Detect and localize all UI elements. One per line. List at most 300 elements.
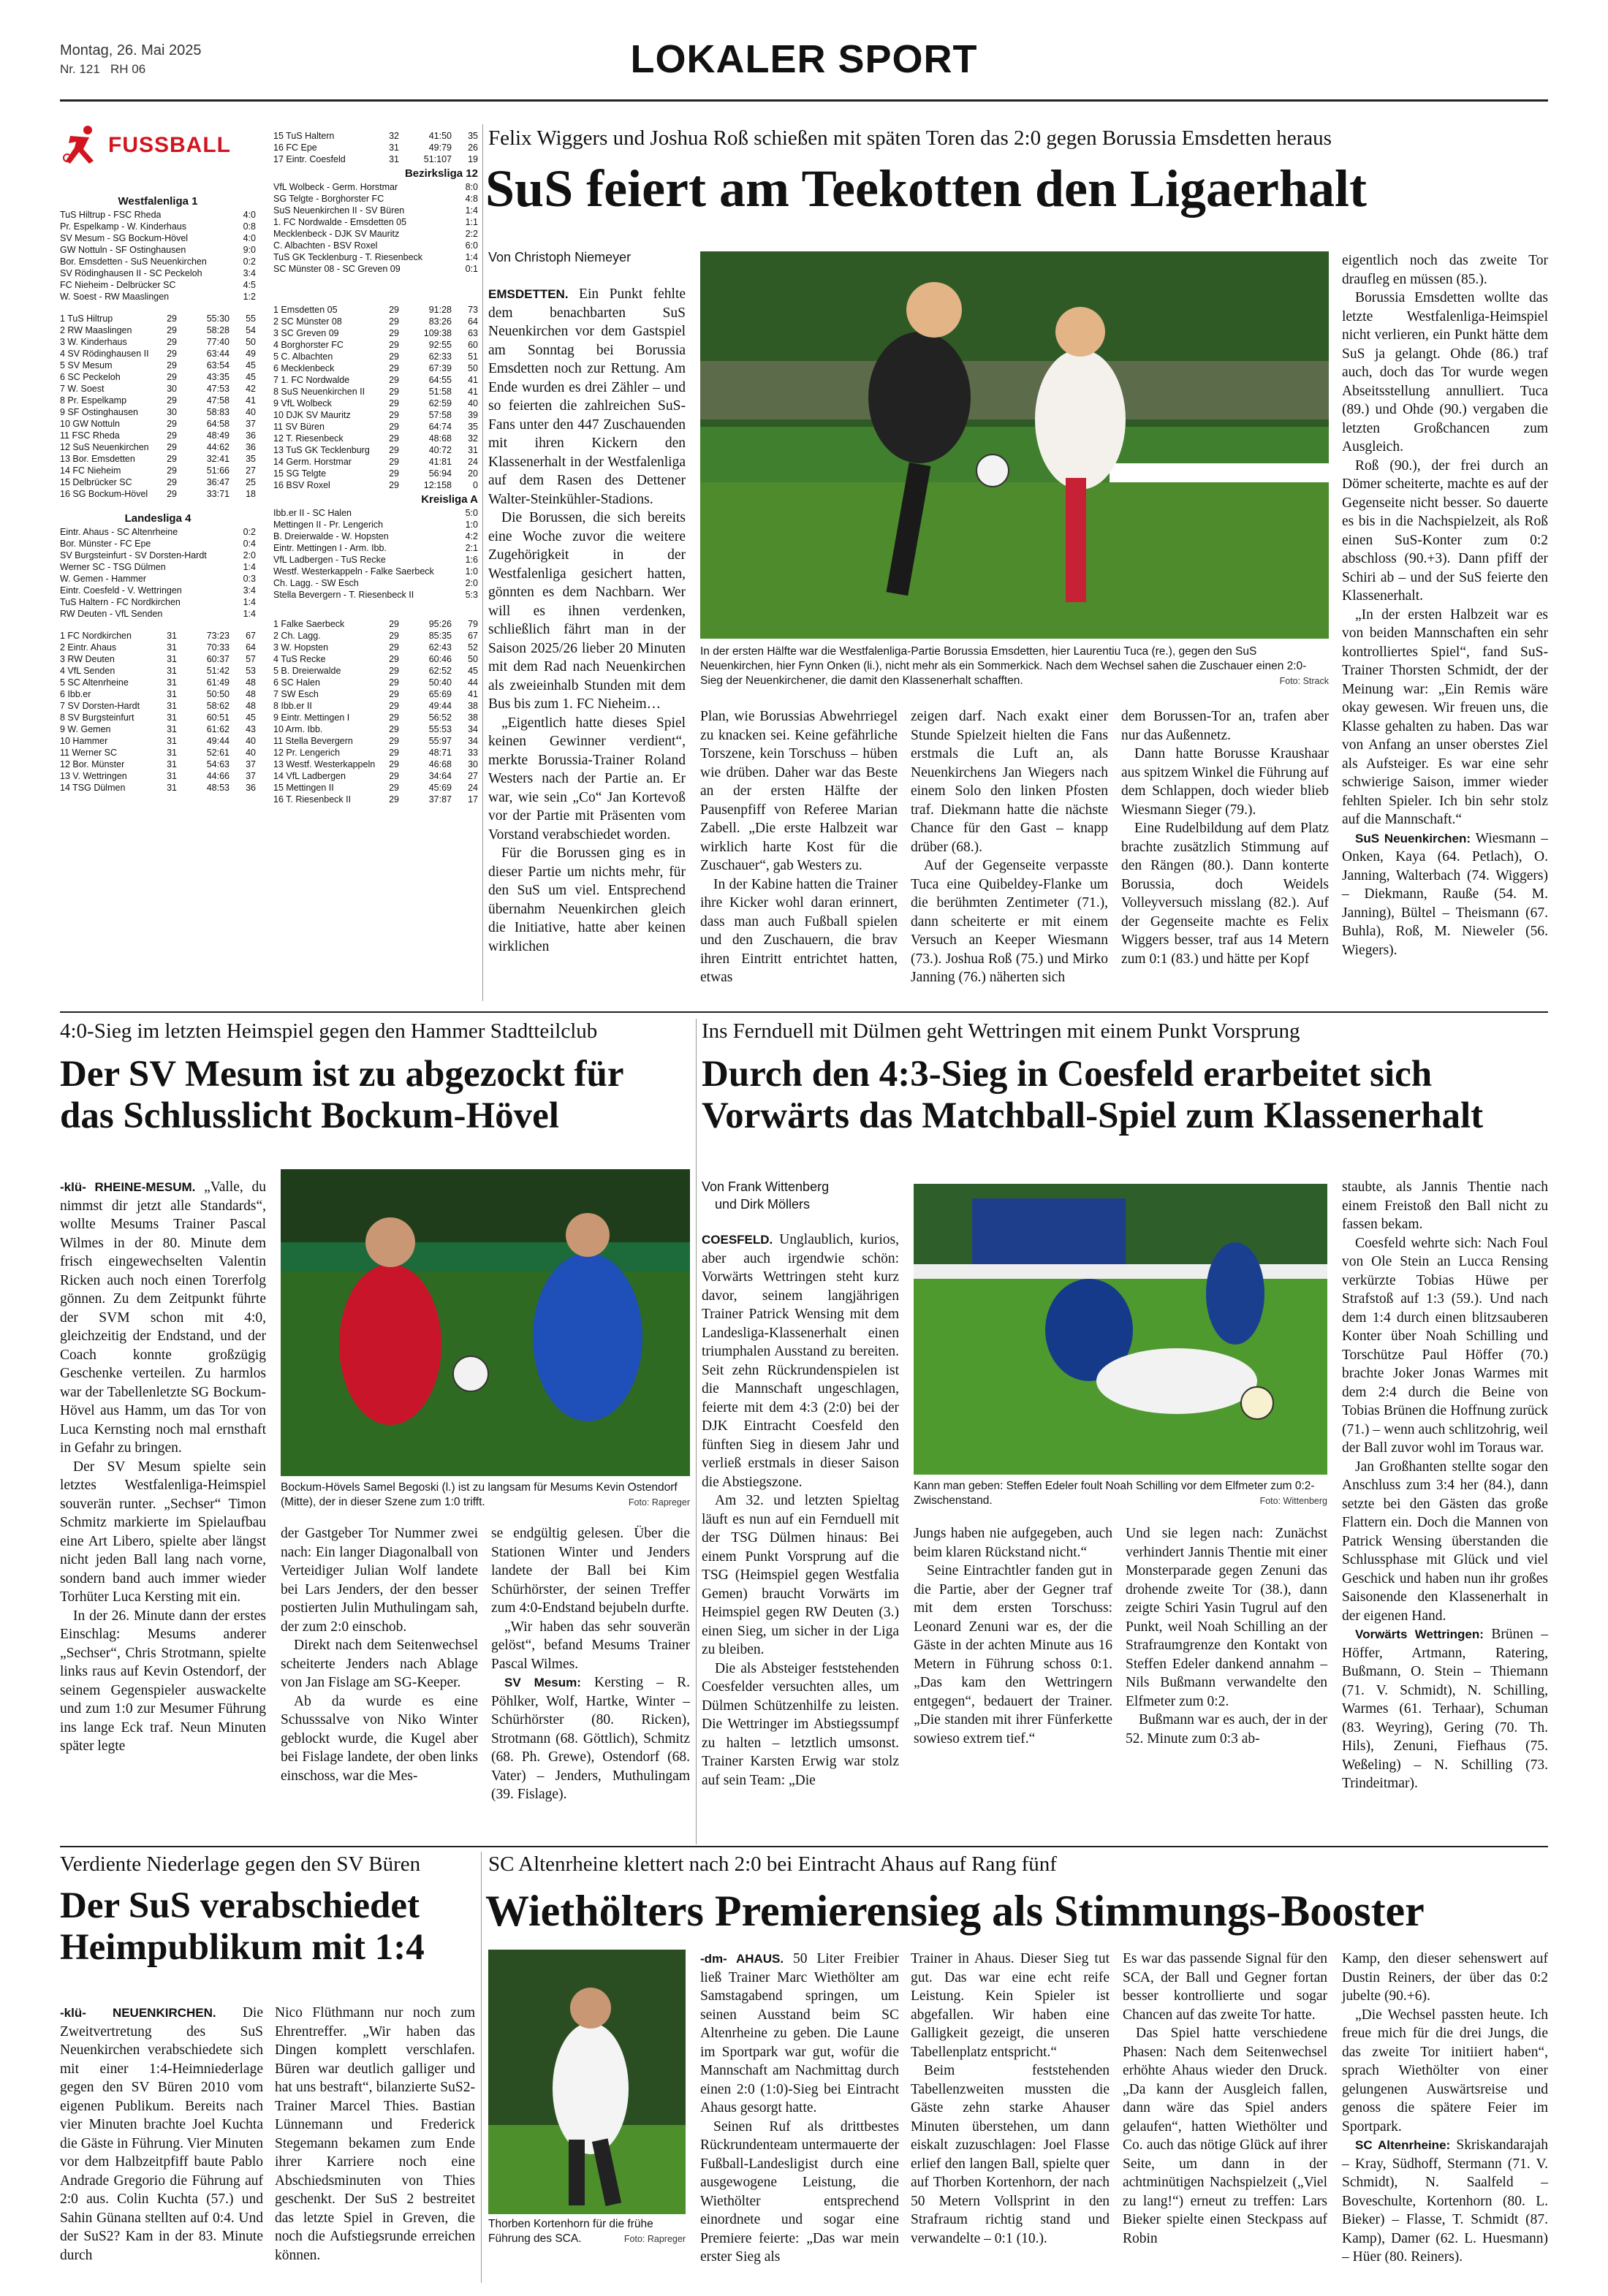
match-score: 1:0 bbox=[465, 520, 478, 530]
goal-ratio: 45:69 bbox=[428, 783, 452, 793]
points: 41 bbox=[468, 689, 478, 699]
match-score: 4:5 bbox=[243, 280, 256, 290]
table-row bbox=[273, 770, 478, 782]
points: 48 bbox=[246, 689, 256, 699]
goal-ratio: 60:51 bbox=[206, 712, 230, 723]
fussball-label: FUSSBALL bbox=[108, 133, 231, 157]
match-score: 1:4 bbox=[243, 609, 256, 619]
points: 49 bbox=[246, 349, 256, 359]
match-pairing: Mecklenbeck - DJK SV Mauritz bbox=[273, 229, 400, 239]
games-played: 29 bbox=[389, 480, 399, 490]
match-pairing: TuS GK Tecklenburg - T. Riesenbeck bbox=[273, 252, 423, 262]
match-score: 1:0 bbox=[465, 566, 478, 577]
team-name: 5 SV Mesum bbox=[60, 360, 113, 370]
team-name: 3 SC Greven 09 bbox=[273, 328, 339, 338]
goal-ratio: 57:58 bbox=[428, 410, 452, 420]
team-name: 4 SV Rödinghausen II bbox=[60, 349, 149, 359]
team-name: 12 Pr. Lengerich bbox=[273, 748, 341, 758]
team-name: 3 W. Kinderhaus bbox=[60, 337, 127, 347]
points: 60 bbox=[468, 340, 478, 350]
result-row bbox=[60, 526, 256, 538]
sus-kicker: Verdiente Niederlage gegen den SV Büren bbox=[60, 1852, 421, 1876]
table-row bbox=[60, 712, 256, 723]
goal-ratio: 63:54 bbox=[206, 360, 230, 370]
sus-headline: Der SuS verabschiedet Heimpublikum mit 1:4 bbox=[60, 1885, 425, 1969]
result-row bbox=[273, 589, 478, 601]
result-row bbox=[60, 267, 256, 279]
team-name: 10 GW Nottuln bbox=[60, 419, 120, 429]
games-played: 29 bbox=[389, 689, 399, 699]
team-name: 17 Eintr. Coesfeld bbox=[273, 154, 346, 164]
games-played: 29 bbox=[389, 433, 399, 444]
match-pairing: SV Mesum - SG Bockum-Hövel bbox=[60, 233, 189, 243]
games-played: 29 bbox=[167, 360, 177, 370]
main-photo bbox=[700, 251, 1329, 639]
team-name: 16 FC Epe bbox=[273, 142, 317, 153]
goal-ratio: 92:55 bbox=[428, 340, 452, 350]
goal-ratio: 62:33 bbox=[428, 351, 452, 362]
points: 54 bbox=[246, 325, 256, 335]
goal-ratio: 49:44 bbox=[206, 736, 230, 746]
result-row bbox=[60, 291, 256, 303]
games-played: 31 bbox=[167, 631, 177, 641]
table-row bbox=[60, 336, 256, 348]
goal-ratio: 36:47 bbox=[206, 477, 230, 487]
goal-ratio: 49:44 bbox=[428, 701, 452, 711]
match-pairing: VfL Wolbeck - Germ. Horstmar bbox=[273, 182, 398, 192]
table-row bbox=[60, 677, 256, 688]
team-name: 4 VfL Senden bbox=[60, 666, 115, 676]
table-row bbox=[60, 348, 256, 360]
lineup-label: SV Mesum: bbox=[504, 1676, 581, 1689]
team-name: 6 Mecklenbeck bbox=[273, 363, 335, 373]
games-played: 29 bbox=[389, 724, 399, 734]
section-rule bbox=[60, 1846, 1548, 1847]
table-row bbox=[273, 642, 478, 653]
team-name: 15 Delbrücker SC bbox=[60, 477, 132, 487]
match-score: 5:3 bbox=[465, 590, 478, 600]
match-pairing: Mettingen II - Pr. Lengerich bbox=[273, 520, 384, 530]
games-played: 29 bbox=[389, 701, 399, 711]
points: 50 bbox=[468, 654, 478, 664]
table-row bbox=[60, 360, 256, 371]
points: 37 bbox=[246, 771, 256, 781]
goal-ratio: 46:68 bbox=[428, 759, 452, 769]
column-divider bbox=[481, 1852, 482, 2283]
games-played: 31 bbox=[167, 771, 177, 781]
goal-ratio: 62:52 bbox=[428, 666, 452, 676]
games-played: 29 bbox=[389, 410, 399, 420]
results-list bbox=[273, 507, 478, 601]
points: 45 bbox=[246, 372, 256, 382]
table-row bbox=[273, 409, 478, 421]
points: 50 bbox=[468, 363, 478, 373]
table-row bbox=[60, 418, 256, 430]
match-pairing: Bor. Emsdetten - SuS Neuenkirchen bbox=[60, 256, 207, 267]
wettringen-col-2: Jungs haben nie aufgegeben, auch beim klaren Rückstand nicht.“ Seine Eintrachtler fanden gut in die Partie, aber der Gegner traf mit dem ersten Torschuss: Leonard Zenuni war es, der die Gäste in der achten Minute aus 16 Metern in Führung schoss 0:1. „Das kam den Wettringern entgegen“, bedauert der Trainer. „Die standen mit ihrer Fünferkette sowieso extrem tief.“ bbox=[914, 1526, 1112, 1746]
sus-col-2: Nico Flüthmann nur noch zum Ehrentreffer. „Wir haben das Dingen komplett verschlafen. Büren war deutlich galliger und hat uns bestraft“, bilanzierte SuS2-Trainer Marcel Thies. Bastian Lünnemann und Frederick Stegemann bekamen zum Ende ihrer Karriere noch eine Abschiedsminuten von Thies geschenkt. Der SuS 2 bestreitet das letzte Spiel in Greven, die noch die Aufstiegsrunde erreichen können. bbox=[275, 2005, 475, 2263]
match-pairing: SG Telgte - Borghorster FC bbox=[273, 194, 384, 204]
goal-ratio: 58:83 bbox=[206, 407, 230, 417]
goal-ratio: 51:107 bbox=[423, 154, 452, 164]
match-score: 1:2 bbox=[243, 292, 256, 302]
points: 73 bbox=[468, 305, 478, 315]
games-played: 29 bbox=[389, 375, 399, 385]
wettringen-byline: Von Frank Wittenberg und Dirk Möllers bbox=[702, 1179, 830, 1212]
table-row bbox=[273, 421, 478, 433]
result-row bbox=[273, 216, 478, 228]
points: 34 bbox=[468, 736, 478, 746]
points: 32 bbox=[468, 433, 478, 444]
match-score: 9:0 bbox=[243, 245, 256, 255]
table-row bbox=[273, 479, 478, 491]
match-score: 0:2 bbox=[243, 527, 256, 537]
table-row bbox=[273, 444, 478, 456]
goal-ratio: 91:28 bbox=[428, 305, 452, 315]
main-kicker: Felix Wiggers und Joshua Roß schießen mit späten Toren das 2:0 gegen Borussia Emsdetten heraus bbox=[488, 126, 1332, 150]
soccer-player-icon bbox=[60, 124, 101, 167]
team-name: 11 SV Büren bbox=[273, 422, 325, 432]
match-score: 0:1 bbox=[465, 264, 478, 274]
team-name: 1 Falke Saerbeck bbox=[273, 619, 345, 629]
table-row bbox=[273, 794, 478, 805]
match-pairing: TuS Hiltrup - FSC Rheda bbox=[60, 210, 162, 220]
section-rule bbox=[60, 1011, 1548, 1013]
match-pairing: GW Nottuln - SF Ostinghausen bbox=[60, 245, 186, 255]
match-score: 1:4 bbox=[465, 205, 478, 216]
league-title: Kreisliga A bbox=[421, 493, 478, 506]
match-score: 2:1 bbox=[465, 543, 478, 553]
table-row bbox=[273, 351, 478, 362]
result-row bbox=[60, 585, 256, 596]
table-row bbox=[273, 456, 478, 468]
points: 41 bbox=[468, 375, 478, 385]
goal-ratio: 85:35 bbox=[428, 631, 452, 641]
games-played: 29 bbox=[389, 654, 399, 664]
match-pairing: Werner SC - TSG Dülmen bbox=[60, 562, 166, 572]
goal-ratio: 54:63 bbox=[206, 759, 230, 769]
points: 79 bbox=[468, 619, 478, 629]
team-name: 7 SV Dorsten-Hardt bbox=[60, 701, 140, 711]
table-row bbox=[273, 747, 478, 759]
points: 18 bbox=[246, 489, 256, 499]
points: 31 bbox=[468, 445, 478, 455]
games-played: 29 bbox=[167, 395, 177, 406]
team-name: 8 SV Burgsteinfurt bbox=[60, 712, 134, 723]
points: 36 bbox=[246, 783, 256, 793]
points: 27 bbox=[246, 465, 256, 476]
match-score: 1:4 bbox=[243, 562, 256, 572]
points: 35 bbox=[246, 454, 256, 464]
points: 39 bbox=[468, 410, 478, 420]
results-column-left bbox=[60, 124, 256, 794]
mesum-col-3: se endgültig gelesen. Über die Stationen Winter und Jenders landete der Ball bei Kim Schürhörster, der seinen Treffer zum 4:0-Endstand bejubeln durfte. „Wir haben das sehr souverän gelöst“, befand Mesums Trainer Pascal Wilmes. SV Mesum: Kersting – R. Pöhlker, Wolf, Hartke, Winter – Schürhörster (80. Ricken), Strotmann (68. Göttlich), Schmitz (68. Ph. Grewe), Ostendorf (68. Vater) – Jenders, Muthulingam (39. Fislage). bbox=[491, 1526, 690, 1802]
result-row bbox=[273, 577, 478, 589]
games-played: 32 bbox=[389, 131, 399, 141]
goal-ratio: 50:40 bbox=[428, 677, 452, 688]
result-row bbox=[60, 608, 256, 620]
team-name: 14 Germ. Horstmar bbox=[273, 457, 352, 467]
mesum-headline: Der SV Mesum ist zu abgezockt für das Schlusslicht Bockum-Hövel bbox=[60, 1054, 624, 1137]
match-score: 0:4 bbox=[243, 539, 256, 549]
table-row bbox=[60, 665, 256, 677]
goal-ratio: 60:37 bbox=[206, 654, 230, 664]
column-divider bbox=[696, 1019, 697, 1844]
result-row bbox=[273, 519, 478, 531]
wettringen-headline: Durch den 4:3-Sieg in Coesfeld erarbeitet sich Vorwärts das Matchball-Spiel zum Klassenerhalt bbox=[702, 1054, 1484, 1137]
wettringen-col-4: staubte, als Jannis Thentie nach einem Freistoß den Ball nicht zu fassen bekam. Coesfeld wehrte sich: Nach Foul von Ole Stein an Lucca Rensing verkürzte Tobias Hüwe per Strafstoß auf 1:3 (59.). Und nach dem 1:4 durch einen blitzsauberen Konter über Noah Schilling und Torschütze Paul Höffer (70.) brachte Joker Jonas Warmes mit dem 2:4 durch die Beine von Tobias Brünen die Hoffnung zurück (71.) – wenn auch schlitzohrig, weil der Ball zuvor wohl im Toraus war. Jan Großhanten stellte sogar den Anschluss zum 3:4 her (84.), dann setzte bei den Gästen das große Flattern ein. Doch die Mannen von Patrick Wensing überstanden die Schlussphase mit Glück und viel Geschick und haben nun ihr großes Saisonende den Klassenerhalt in der eigenen Hand. Vorwärts Wettringen: Brünen – Höffer, Artmann, Ratering, Bußmann, O. Stein – Thiemann (71. V. Schmidt), N. Schilling, Warmes (61. Terhaar), Schuman (83. Weyring), Gering (70. Th. Hils), Zenuni, Fiefhaus (75. Weßeling) – N. Schilling (73. Trindeitmar). bbox=[1342, 1179, 1549, 1791]
points: 57 bbox=[246, 654, 256, 664]
result-row bbox=[60, 550, 256, 561]
main-col-3: zeigen darf. Nach exakt einer Stunde Spielzeit hielten die Fans erstmals die Luft an, als Neuenkirchens Jan Wiegers nach einem Solo den linken Pfosten traf. Diekmann hatte die nächste Chance für den Gast – knapp drüber (68.). Auf der Gegenseite verpasste Tuca eine Quibeldey-Flanke um die berühmten Zentimeter (71.), dann scheiterte er mit einem Versuch an Keeper Wiesmann (73.). Joshua Roß (75.) und Mirko Janning (76.) näherten sich bbox=[911, 709, 1108, 985]
goal-ratio: 56:52 bbox=[428, 712, 452, 723]
league-table bbox=[273, 618, 478, 805]
team-name: 4 TuS Recke bbox=[273, 654, 326, 664]
goal-ratio: 34:64 bbox=[428, 771, 452, 781]
table-row bbox=[60, 371, 256, 383]
match-score: 4:0 bbox=[243, 233, 256, 243]
table-row bbox=[273, 782, 478, 794]
match-score: 6:0 bbox=[465, 240, 478, 251]
table-row bbox=[273, 316, 478, 327]
table-row bbox=[60, 642, 256, 653]
sus-col-1: -klü- NEUENKIRCHEN. Die Zweitvertretung des SuS Neuenkirchen verabschiedete sich mit einer 1:4-Heimniederlage gegen den SV Büren 2010 vom eigenen Publikum. Bereits nach vier Minuten brachte Joel Kuchta die Gäste in Führung. Vier Minuten vor dem Halbzeitpfiff baute Pablo Andrade Gregorio die Führung auf 2:0 aus. Colin Kuchta (57.) und Sahin Günana stellten auf 0:4. Und der SuS2? Kam in der 83. Minute durch bbox=[60, 2005, 263, 2263]
masthead-date: Montag, 26. Mai 2025 bbox=[60, 42, 202, 58]
table-row bbox=[60, 723, 256, 735]
result-row bbox=[60, 279, 256, 291]
points: 64 bbox=[468, 316, 478, 327]
goal-ratio: 65:69 bbox=[428, 689, 452, 699]
games-played: 30 bbox=[167, 407, 177, 417]
match-score: 3:4 bbox=[243, 268, 256, 278]
table-row bbox=[273, 700, 478, 712]
mesum-caption: Bockum-Hövels Samel Begoski (l.) ist zu langsam für Mesums Kevin Ostendorf (Mitte), der in dieser Szene zum 1:0 trifft. Foto: Rapreger bbox=[281, 1481, 690, 1508]
games-played: 29 bbox=[167, 430, 177, 441]
table-row bbox=[60, 700, 256, 712]
games-played: 29 bbox=[167, 489, 177, 499]
match-pairing: SuS Neuenkirchen II - SV Büren bbox=[273, 205, 405, 216]
points: 42 bbox=[246, 384, 256, 394]
points: 26 bbox=[468, 142, 478, 153]
team-name: 2 Eintr. Ahaus bbox=[60, 642, 117, 653]
altenrheine-kicker: SC Altenrheine klettert nach 2:0 bei Eintracht Ahaus auf Rang fünf bbox=[488, 1852, 1057, 1876]
table-row bbox=[273, 130, 478, 142]
table-row bbox=[273, 386, 478, 398]
table-row bbox=[273, 653, 478, 665]
goal-ratio: 51:66 bbox=[206, 465, 230, 476]
result-row bbox=[273, 251, 478, 263]
goal-ratio: 58:62 bbox=[206, 701, 230, 711]
table-row bbox=[273, 759, 478, 770]
points: 38 bbox=[468, 712, 478, 723]
team-name: 9 W. Gemen bbox=[60, 724, 111, 734]
league-table bbox=[60, 630, 256, 794]
team-name: 3 W. Hopsten bbox=[273, 642, 329, 653]
location: -dm- AHAUS. bbox=[700, 1952, 784, 1966]
match-pairing: Westf. Westerkappeln - Falke Saerbeck bbox=[273, 566, 434, 577]
result-row bbox=[60, 232, 256, 244]
goal-ratio: 33:71 bbox=[206, 489, 230, 499]
football-photo-image bbox=[488, 1950, 686, 2214]
team-name: 15 Mettingen II bbox=[273, 783, 334, 793]
goal-ratio: 62:43 bbox=[428, 642, 452, 653]
table-row bbox=[60, 735, 256, 747]
table-row bbox=[273, 304, 478, 316]
goal-ratio: 67:39 bbox=[428, 363, 452, 373]
team-name: 6 Ibb.er bbox=[60, 689, 91, 699]
points: 55 bbox=[246, 313, 256, 324]
table-row bbox=[273, 677, 478, 688]
points: 48 bbox=[246, 677, 256, 688]
points: 50 bbox=[246, 337, 256, 347]
league-title: Landesliga 4 bbox=[124, 512, 191, 525]
goal-ratio: 95:26 bbox=[428, 619, 452, 629]
points: 40 bbox=[246, 736, 256, 746]
goal-ratio: 43:35 bbox=[206, 372, 230, 382]
altenrheine-headline: Wiethölters Premierensieg als Stimmungs-Booster bbox=[485, 1887, 1425, 1935]
match-pairing: Ibb.er II - SC Halen bbox=[273, 508, 352, 518]
masthead-edition: RH 06 bbox=[110, 62, 146, 76]
match-pairing: RW Deuten - VfL Senden bbox=[60, 609, 163, 619]
match-pairing: C. Albachten - BSV Roxel bbox=[273, 240, 378, 251]
result-row bbox=[273, 181, 478, 193]
points: 48 bbox=[246, 701, 256, 711]
games-played: 31 bbox=[167, 724, 177, 734]
table-row bbox=[60, 465, 256, 476]
points: 27 bbox=[468, 771, 478, 781]
games-played: 29 bbox=[167, 477, 177, 487]
points: 40 bbox=[468, 398, 478, 408]
location: -klü- NEUENKIRCHEN. bbox=[60, 2006, 216, 2020]
goal-ratio: 83:26 bbox=[428, 316, 452, 327]
goal-ratio: 55:30 bbox=[206, 313, 230, 324]
match-pairing: Eintr. Coesfeld - V. Wettringen bbox=[60, 585, 182, 596]
match-pairing: Eintr. Ahaus - SC Altenrheine bbox=[60, 527, 178, 537]
team-name: 4 Borghorster FC bbox=[273, 340, 344, 350]
games-played: 29 bbox=[389, 316, 399, 327]
table-row bbox=[273, 153, 478, 165]
points: 37 bbox=[246, 759, 256, 769]
team-name: 5 SC Altenrheine bbox=[60, 677, 129, 688]
table-row bbox=[60, 747, 256, 759]
table-row bbox=[60, 782, 256, 794]
team-name: 5 C. Albachten bbox=[273, 351, 333, 362]
goal-ratio: 44:66 bbox=[206, 771, 230, 781]
goal-ratio: 51:42 bbox=[206, 666, 230, 676]
location: COESFELD. bbox=[702, 1233, 773, 1247]
team-name: 1 TuS Hiltrup bbox=[60, 313, 113, 324]
team-name: 7 1. FC Nordwalde bbox=[273, 375, 350, 385]
wettringen-col-3: Und sie legen nach: Zunächst verhindert Jannis Thentie mit einer Monsterparade gegen Zenuni das drohende zweite Tor (38.), dann zeigte Schiri Yasin Tugrul auf den Punkt, weil Noah Schilling an der Strafraumgrenze den Kontakt von Steffen Edeler dankend annahm – Nils Bußmann verwandelte den Elfmeter zum 0:2. Bußmann war es auch, der in der 52. Minute zum 0:3 ab- bbox=[1126, 1526, 1327, 1746]
fussball-logo bbox=[60, 124, 256, 167]
games-played: 29 bbox=[389, 387, 399, 397]
team-name: 5 B. Dreierwalde bbox=[273, 666, 341, 676]
league-table bbox=[273, 130, 478, 165]
points: 53 bbox=[246, 666, 256, 676]
goal-ratio: 48:71 bbox=[428, 748, 452, 758]
points: 34 bbox=[468, 724, 478, 734]
table-row bbox=[273, 339, 478, 351]
results-list bbox=[60, 526, 256, 620]
team-name: 2 RW Maaslingen bbox=[60, 325, 132, 335]
points: 40 bbox=[246, 407, 256, 417]
team-name: 13 TuS GK Tecklenburg bbox=[273, 445, 370, 455]
result-row bbox=[273, 554, 478, 566]
points: 45 bbox=[246, 360, 256, 370]
points: 19 bbox=[468, 154, 478, 164]
games-played: 31 bbox=[167, 666, 177, 676]
games-played: 29 bbox=[389, 468, 399, 479]
table-row bbox=[273, 327, 478, 339]
team-name: 10 DJK SV Mauritz bbox=[273, 410, 351, 420]
table-row bbox=[60, 653, 256, 665]
main-col-2: Plan, wie Borussias Abwehrriegel zu knacken sei. Keine gefährliche Torszene, kein Torschuss – hüben wie drüben. Daher war das Beste an der ersten Hälfte der Pausenpfiff von Referee Marian Zabell. „Die erste Halbzeit war wirklich harte Kost für die Zuschauer“, gab Westers zu. In der Kabine hatten die Trainer ihre Kicker wohl daran erinnert, dass man auch Fußball spielen und den Zuschauern, die brav ihren Eintritt entrichtet hatten, etwas bbox=[700, 709, 898, 985]
games-played: 29 bbox=[389, 445, 399, 455]
match-score: 4:8 bbox=[465, 194, 478, 204]
team-name: 16 SG Bockum-Hövel bbox=[60, 489, 148, 499]
results-column-right bbox=[273, 130, 478, 805]
goal-ratio: 55:53 bbox=[428, 724, 452, 734]
result-row bbox=[60, 538, 256, 550]
games-played: 29 bbox=[167, 465, 177, 476]
goal-ratio: 60:46 bbox=[428, 654, 452, 664]
wettringen-kicker: Ins Fernduell mit Dülmen geht Wettringen mit einem Punkt Vorsprung bbox=[702, 1019, 1300, 1043]
result-row bbox=[60, 561, 256, 573]
goal-ratio: 55:97 bbox=[428, 736, 452, 746]
goal-ratio: 32:41 bbox=[206, 454, 230, 464]
goal-ratio: 48:68 bbox=[428, 433, 452, 444]
goal-ratio: 77:40 bbox=[206, 337, 230, 347]
match-pairing: TuS Haltern - FC Nordkirchen bbox=[60, 597, 181, 607]
points: 35 bbox=[468, 422, 478, 432]
result-row bbox=[60, 209, 256, 221]
lineup-label: Vorwärts Wettringen: bbox=[1355, 1627, 1484, 1641]
games-played: 31 bbox=[167, 748, 177, 758]
main-headline: SuS feiert am Teekotten den Ligaerhalt bbox=[485, 159, 1367, 218]
goal-ratio: 44:62 bbox=[206, 442, 230, 452]
games-played: 29 bbox=[389, 783, 399, 793]
games-played: 31 bbox=[389, 154, 399, 164]
main-col-5: eigentlich noch das zweite Tor draufleg en müssen (85.). Borussia Emsdetten wollte das letzte Westfalenliga-Heimspiel nicht verlieren, ein Punkt hätte dem SuS ja gelangt. Ohde (86.) traf auch, doch das Tor wurde wegen Abseitsstellung annulliert. Tuca (89.) und Ohde (90.) vergaben die letzten Großchancen zum Ausgleich. Roß (90.), der frei durch an Dömer scheiterte, machte es auf der Gegenseite nicht besser. So dauerte es bis in die Nachspielzeit, als Roß einen SuS-Konter zum 0:2 abschloss (90.+3). Dann pfiff der Schiri ab – und der SuS feierte den Klassenerhalt. „In der ersten Halbzeit war es von beiden Mannschaften ein sehr kontrolliertes Spiel“, fand SuS-Trainer Thorsten Schmidt, der der Meinung war: „Ein Remis wäre okay gewesen. Wir freuen uns, die Klasse gehalten zu haben. Das war von Anfang an unser oberstes Ziel als Aufsteiger. Es war eine sehr schwierige Saison, immer wieder fehlten Spieler. Ich bin sehr stolz auf die Mannschaft.“ SuS Neuenkirchen: Wiesmann – Onken, Kaya (64. Petlach), O. Janning, Walterbach (74. Wiggers) – Diekmann, Rauße (54. M. Janning), Bültel – Theismann (67. Buhla), Roß, M. Nieweler (56. Wiegers). bbox=[1342, 253, 1549, 958]
main-caption: In der ersten Hälfte war die Westfalenliga-Partie Borussia Emsdetten, hier Laurentiu Tuca (re.), gegen den SuS Neuenkirchen, hier Fynn Onken (li.), nicht mehr als ein Sommerkick. Nach dem Wechsel sahen die Zuschauer einen 2:0-Sieg der Neuenkirchener, die damit den Klassenerhalt schafften. Foto: Strack bbox=[700, 645, 1329, 687]
goal-ratio: 41:81 bbox=[428, 457, 452, 467]
team-name: 14 FC Nieheim bbox=[60, 465, 121, 476]
games-played: 29 bbox=[389, 631, 399, 641]
wettringen-col-1: COESFELD. Unglaublich, kurios, aber auch irgendwie schön: Vorwärts Wettringen steht kurz davor, seinem langjährigen Trainer Patrick Wensing mit dem Landesliga-Klassenerhalt einen triumphalen Ausstand zu bereiten. Seit zehn Rückrundenspielen ist die Mannschaft ungeschlagen, feierte mit dem 4:3 (2:0) bei der DJK Eintracht Coesfeld den fünften Sieg in diesem Jahr und verließ erstmals in dieser Saison die Abstiegszone. Am 32. und letzten Spieltag läuft es nun auf ein Fernduell mit der TSG Dülmen hinaus: Bei einem Punkt Vorsprung auf die TSG (Heimspiel gegen Westfalia Gemen) braucht Vorwärts im Heimspiel gegen RW Deuten (3.) einen Sieg, um sicher in der Liga zu bleiben. Die als Absteiger feststehenden Coesfelder versuchten alles, um Dülmen Schützenhilfe zu leisten. Die Wettringer im Abstiegssumpf zu halten – letztlich umsonst. Trainer Karsten Erwig war stolz auf sein Team: „Die bbox=[702, 1232, 899, 1788]
mesum-photo bbox=[281, 1169, 690, 1476]
games-played: 29 bbox=[167, 372, 177, 382]
games-played: 30 bbox=[167, 384, 177, 394]
team-name: 9 VfL Wolbeck bbox=[273, 398, 332, 408]
match-pairing: B. Dreierwalde - W. Hopsten bbox=[273, 531, 389, 541]
goal-ratio: 48:53 bbox=[206, 783, 230, 793]
goal-ratio: 64:55 bbox=[428, 375, 452, 385]
games-played: 29 bbox=[167, 349, 177, 359]
match-score: 5:0 bbox=[465, 508, 478, 518]
match-score: 1:4 bbox=[243, 597, 256, 607]
table-row bbox=[60, 759, 256, 770]
team-name: 13 V. Wettringen bbox=[60, 771, 127, 781]
team-name: 8 Pr. Espelkamp bbox=[60, 395, 127, 406]
team-name: 15 SG Telgte bbox=[273, 468, 327, 479]
team-name: 2 Ch. Lagg. bbox=[273, 631, 321, 641]
points: 52 bbox=[468, 642, 478, 653]
column-divider bbox=[482, 124, 483, 1001]
goal-ratio: 48:49 bbox=[206, 430, 230, 441]
points: 36 bbox=[246, 442, 256, 452]
goal-ratio: 47:53 bbox=[206, 384, 230, 394]
points: 33 bbox=[468, 748, 478, 758]
